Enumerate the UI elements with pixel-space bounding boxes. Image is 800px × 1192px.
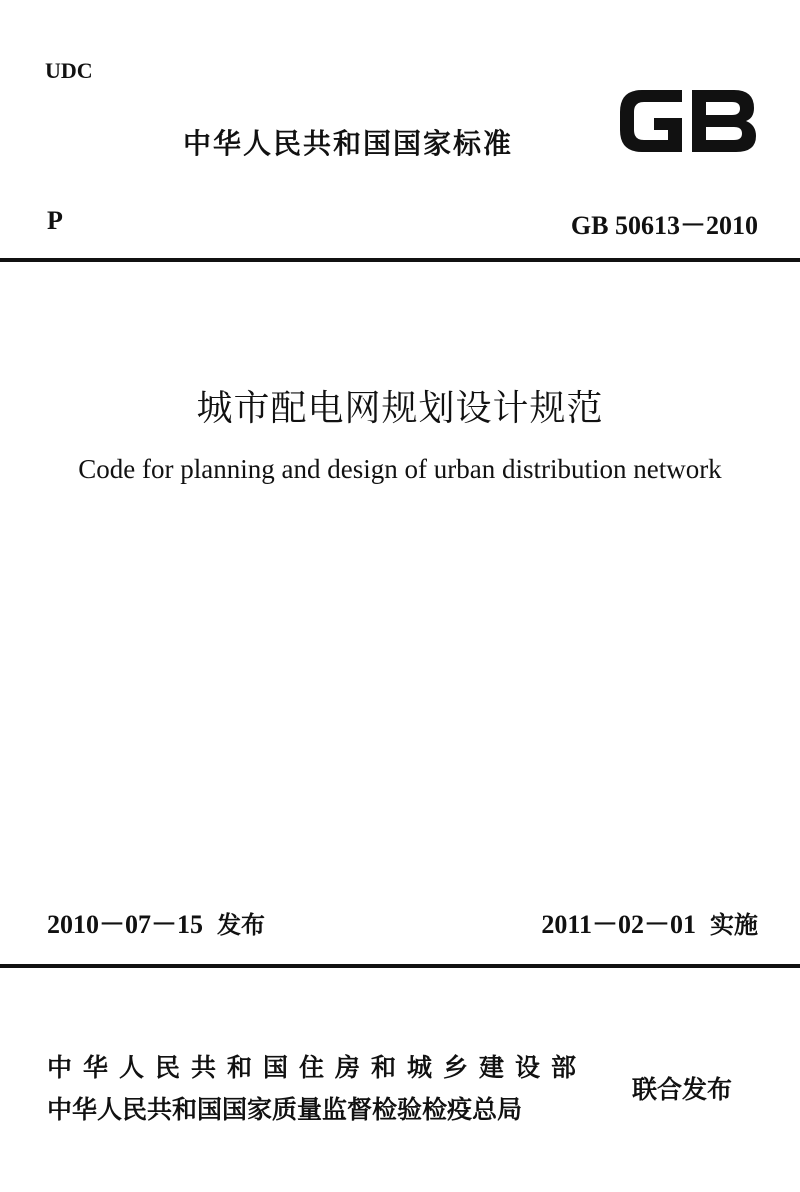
issue-date-block — [47, 904, 265, 941]
bottom-divider — [0, 964, 800, 968]
top-divider — [0, 258, 800, 262]
joint-issue-label: 联合发布 — [632, 1075, 733, 1104]
issue-date: 2010－07－15 — [47, 910, 204, 939]
implement-date: 2011－02－01 — [541, 910, 696, 939]
implement-date-block — [541, 904, 758, 941]
standard-type-title: 中华人民共和国国家标准 — [183, 127, 514, 160]
title-chinese: 城市配电网规划设计规范 — [196, 388, 604, 429]
classification-code: P — [47, 206, 63, 235]
standard-number: GB 50613－2010 — [570, 211, 758, 240]
issuer-ministry-housing: 中华人民共和国住房和城乡建设部 — [47, 1053, 588, 1082]
implement-label: 实施 — [710, 911, 758, 939]
issue-label: 发布 — [217, 911, 266, 939]
udc-label: UDC — [45, 58, 93, 83]
gb-logo — [612, 82, 762, 160]
title-english: Code for planning and design of urban distribution network — [78, 454, 722, 484]
issuer-aqsiq: 中华人民共和国国家质量监督检验检疫总局 — [47, 1095, 523, 1124]
